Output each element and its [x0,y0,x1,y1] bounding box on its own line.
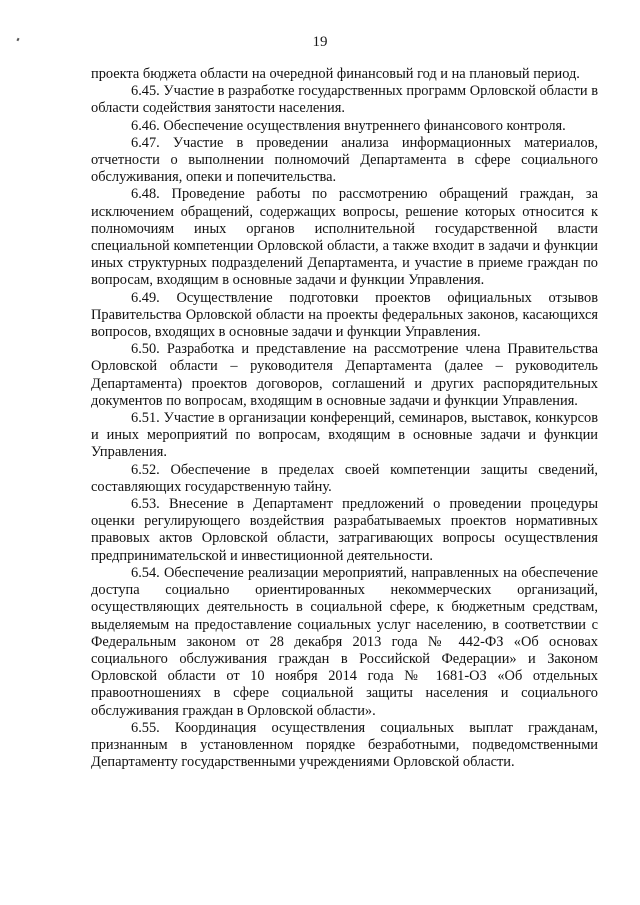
paragraph-6-45: 6.45. Участие в разработке государственных программ Орловской области в области содействия занятости населения. [91,83,598,117]
paragraph-6-48: 6.48. Проведение работы по рассмотрению обращений граждан, за исключением обращений, содержащих вопросы, решение которых относится к полномочиям иных органов исполнительной государственной власти специальной компетенции Орловской области, а также входит в задачи и функции иных структурных подразделений Департамента, и участие в приеме граждан по вопросам, входящим в основные задачи и функции Управления. [91,186,598,289]
paragraph-6-53: 6.53. Внесение в Департамент предложений о проведении процедуры оценки регулирующего воздействия разрабатываемых проектов нормативных правовых актов Орловской области, затрагивающих вопросы осуществления предпринимательской и инвестиционной деятельности. [91,496,598,564]
paragraph-6-46: 6.46. Обеспечение осуществления внутреннего финансового контроля. [131,117,566,134]
paragraph-6-55: 6.55. Координация осуществления социальных выплат гражданам, признанным в установленном порядке безработными, подведомственными Департаменту государственными учреждениями Орловской области. [91,719,598,771]
paragraph-6-52: 6.52. Обеспечение в пределах своей компетенции защиты сведений, составляющих государственную тайну. [91,461,598,495]
paragraph-6-54: 6.54. Обеспечение реализации мероприятий, направленных на обеспечение доступа социально ориентированных некоммерческих организаций, осуществляющих деятельность в социальной сфере, к бюджетным средствам, выделяемым на предоставление социальных услуг населению, в соответствии с Федеральным законом от 28 декабря 2013 года № 442-ФЗ «Об основах социального обслуживания граждан в Российской Федерации» и Законом Орловской области от 10 ноября 2014 года № 1681-ОЗ «Об отдельных правоотношениях в сфере социальной защиты населения и социального обслуживания граждан в Орловской области». [91,564,598,719]
paragraph-6-50: 6.50. Разработка и представление на рассмотрение члена Правительства Орловской области – руководителя Департамента (далее – руководитель Департамента) проектов договоров, соглашений и других распорядительных документов по вопросам, входящим в основные задачи и функции Управления. [91,341,598,409]
paragraph-continuation: проекта бюджета области на очередной финансовый год и на плановый период. [91,66,580,82]
document-body [91,66,598,771]
paragraph-6-51: 6.51. Участие в организации конференций, семинаров, выставок, конкурсов и иных мероприятий по вопросам, входящим в основные задачи и функции Управления. [91,410,598,461]
page-number: 19 [312,34,328,50]
paragraph-6-47: 6.47. Участие в проведении анализа информационных материалов, отчетности о выполнении полномочий Департамента в сфере социального обслуживания, опеки и попечительства. [91,134,598,186]
paragraph-6-49: 6.49. Осуществление подготовки проектов официальных отзывов Правительства Орловской области на проекты федеральных законов, касающихся вопросов, входящих в основные задачи и функции Управления. [91,289,598,341]
